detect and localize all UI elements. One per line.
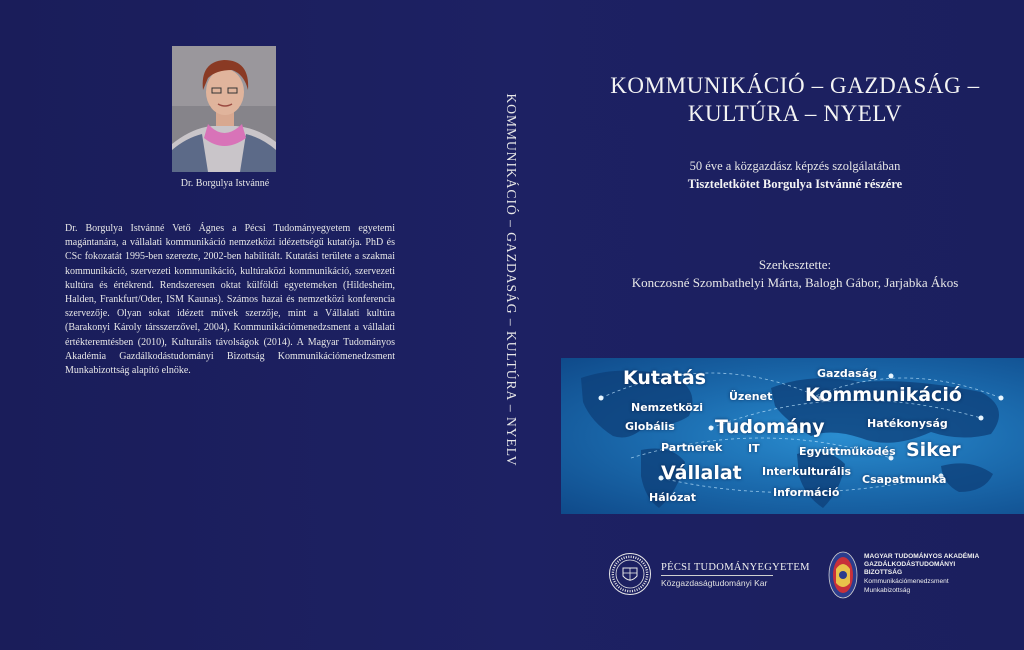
word-siker: Siker [906,439,961,461]
portrait-caption: Dr. Borgulya Istvánné [180,178,270,189]
word-egyuttmukodes: Együttműködés [799,445,896,458]
mta-line-5: Munkabizottság [864,587,911,594]
word-kommunikacio: Kommunikáció [805,384,962,406]
book-title [590,72,1000,128]
pte-logo [608,552,810,600]
word-globalis: Globális [625,420,675,433]
spine [499,20,523,540]
word-vallalat: Vállalat [661,462,742,484]
pte-divider [661,575,773,576]
pte-name: PÉCSI TUDOMÁNYEGYETEM [661,562,810,573]
word-partnerek: Partnerek [661,441,723,454]
word-cloud-banner [561,358,1024,514]
word-kutatas: Kutatás [623,367,707,389]
word-interkulturalis: Interkulturális [762,465,852,478]
word-it: IT [748,442,760,455]
editor-label: Szerkesztette: [758,257,832,272]
word-csapatmunka: Csapatmunka [862,473,947,486]
word-nemzetkozi: Nemzetközi [631,401,703,414]
subtitle: 50 éve a közgazdász képzés szolgálatában [689,159,901,173]
editor-names: Konczosné Szombathelyi Márta, Balogh Gábor, Jarjabka Ákos [631,275,959,290]
title-line-2: KULTÚRA – NYELV [687,101,903,126]
mta-line-1: MAGYAR TUDOMÁNYOS AKADÉMIA [864,553,980,560]
word-hatekonysag: Hatékonyság [867,417,948,430]
mta-logo [828,549,1024,609]
pte-seal-icon [608,552,652,596]
dedication: Tiszteletkötet Borgulya Istvánné részére [687,177,903,191]
word-uzenet: Üzenet [729,390,773,403]
word-tudomany: Tudomány [715,416,825,438]
author-bio: Dr. Borgulya Istvánné Vető Ágnes a Pécsi Tudományegyetem egyetemi magántanára, a vállalati kommunikáció nemzetközi idézettségű kutatója. PhD és CSc fokozatát 1995-ben szerezte, 2002-ben habilitált. Kutatási területe a szakmai kommunikáció, szervezeti kommunikáció, kultúraközi kommunikáció, szervezeti kultúra és értékrend. Rendszeresen oktat külföldi egyetemeken (Hildesheim, Halden, Frankfurt/Oder, ISM Kaunas). Számos hazai és nemzetközi konferencia szervezője. Olyan sokat idézett művek szerzője, mint a Vállalati kultúra (Barakonyi Károly társszerzővel, 2004), Kommunikációmenedzsment a vállalati értékteremtésben (2010), Kulturális távolságok (2014). A Magyar Tudományos Akadémia Gazdálkodástudományi Bizottság Kommunikációmenedzsment Munkabizottság alapító elnöke. [65,223,395,377]
author-portrait [172,46,276,172]
word-informacio: Információ [773,486,840,499]
word-gazdasag: Gazdaság [817,367,877,380]
mta-line-3: BIZOTTSÁG [864,569,903,576]
mta-line-2: GAZDÁLKODÁSTUDOMÁNYI [864,561,956,568]
mta-line-4: Kommunikációmenedzsment [864,578,949,585]
pte-faculty: Közgazdaságtudományi Kar [661,578,768,588]
word-halozat: Hálózat [649,491,697,504]
spine-title: KOMMUNIKÁCIÓ – GAZDASÁG – KULTÚRA – NYELV [504,93,519,467]
title-line-1: KOMMUNIKÁCIÓ – GAZDASÁG – [610,73,980,98]
mta-emblem-icon [828,551,858,601]
